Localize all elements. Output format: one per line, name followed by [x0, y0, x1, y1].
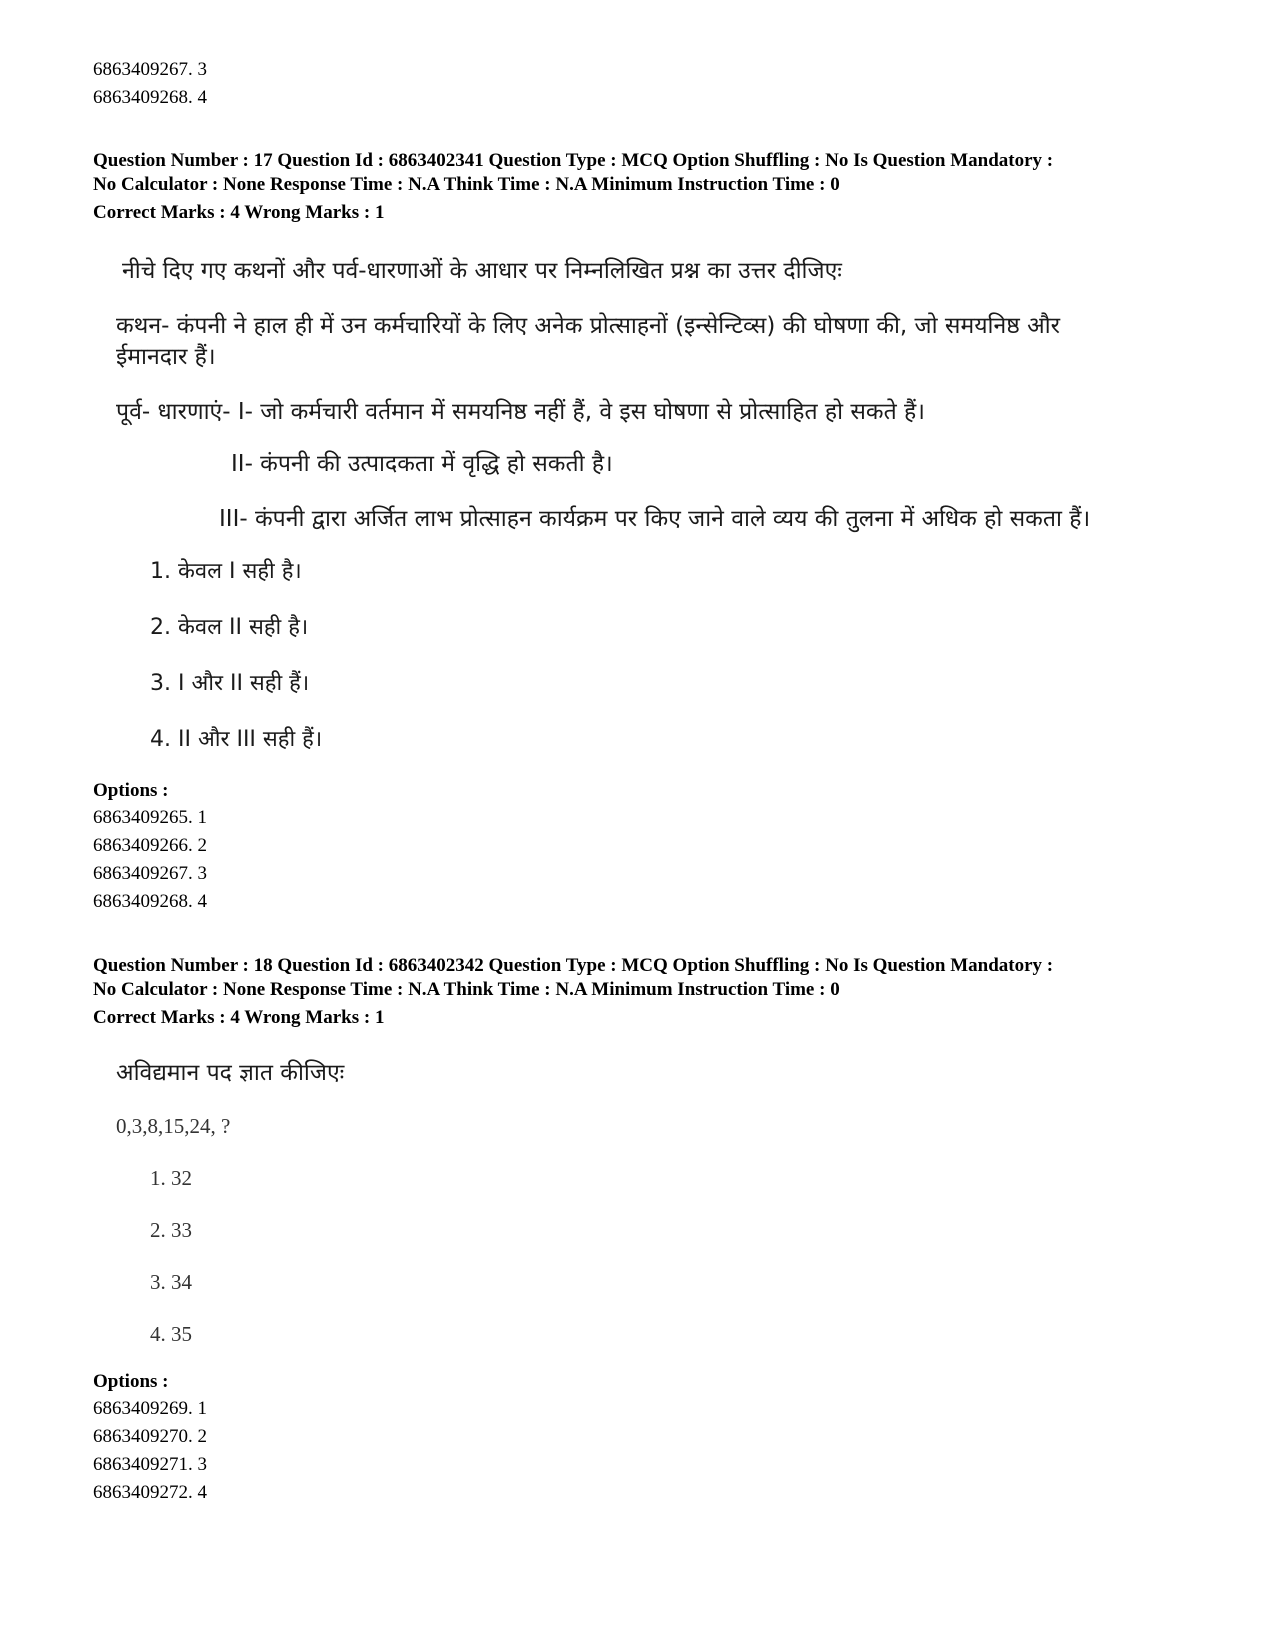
- question-17-choice: 3. I और II सही हैं।: [150, 671, 310, 696]
- question-17-statement-line-1: कथन- कंपनी ने हाल ही में उन कर्मचारियों के लिए अनेक प्रोत्साहनों (इन्सेन्टिव्स) की घोषणा की, जो समयनिष्ठ और: [116, 313, 1061, 339]
- option-id-line: 6863409265. 1: [93, 807, 207, 828]
- question-17-assumption-2: II- कंपनी की उत्पादकता में वृद्धि हो सकती है।: [231, 451, 613, 477]
- option-id-line: 6863409270. 2: [93, 1426, 207, 1447]
- question-17-choice: 1. केवल I सही है।: [150, 559, 302, 584]
- question-17-statement-line-2: ईमानदार हैं।: [116, 344, 216, 370]
- question-18-meta-line-1: Question Number : 18 Question Id : 6863402342 Question Type : MCQ Option Shuffling : No Is Question Mandatory :: [93, 955, 1054, 976]
- question-18-choice: 4. 35: [150, 1322, 192, 1346]
- question-17-meta-line-2: No Calculator : None Response Time : N.A Think Time : N.A Minimum Instruction Time : 0: [93, 174, 840, 195]
- question-18-instruction: अविद्यमान पद ज्ञात कीजिएः: [116, 1060, 345, 1086]
- option-id-line: 6863409272. 4: [93, 1482, 207, 1503]
- question-17-choice: 4. II और III सही हैं।: [150, 727, 323, 752]
- option-id-line: 6863409266. 2: [93, 835, 207, 856]
- question-17-assumption-1: पूर्व- धारणाएं- I- जो कर्मचारी वर्तमान में समयनिष्ठ नहीं हैं, वे इस घोषणा से प्रोत्साहित हो सकते हैं।: [116, 399, 925, 425]
- option-id-line: 6863409271. 3: [93, 1454, 207, 1475]
- question-18-meta-line-2: No Calculator : None Response Time : N.A Think Time : N.A Minimum Instruction Time : 0: [93, 979, 840, 1000]
- option-id-line: 6863409267. 3: [93, 863, 207, 884]
- option-id-line: 6863409268. 4: [93, 891, 207, 912]
- question-17-choice: 2. केवल II सही है।: [150, 615, 309, 640]
- question-18-choice: 1. 32: [150, 1166, 192, 1190]
- question-17-instruction: नीचे दिए गए कथनों और पर्व-धारणाओं के आधार पर निम्नलिखित प्रश्न का उत्तर दीजिएः: [122, 258, 842, 284]
- question-18-series: 0,3,8,15,24, ?: [116, 1114, 231, 1138]
- question-18-choice: 2. 33: [150, 1218, 192, 1242]
- option-id-line: 6863409268. 4: [93, 87, 207, 108]
- question-18-marks: Correct Marks : 4 Wrong Marks : 1: [93, 1007, 385, 1028]
- option-id-line: 6863409269. 1: [93, 1398, 207, 1419]
- question-17-marks: Correct Marks : 4 Wrong Marks : 1: [93, 202, 385, 223]
- question-18-choice: 3. 34: [150, 1270, 192, 1294]
- question-17-assumption-3: III- कंपनी द्वारा अर्जित लाभ प्रोत्साहन कार्यक्रम पर किए जाने वाले व्यय की तुलना में अधिक हो सकता हैं।: [219, 506, 1091, 532]
- question-18-options-label: Options :: [93, 1371, 169, 1392]
- question-17-meta-line-1: Question Number : 17 Question Id : 6863402341 Question Type : MCQ Option Shuffling : No Is Question Mandatory :: [93, 150, 1054, 171]
- option-id-line: 6863409267. 3: [93, 59, 207, 80]
- question-17-options-label: Options :: [93, 780, 169, 801]
